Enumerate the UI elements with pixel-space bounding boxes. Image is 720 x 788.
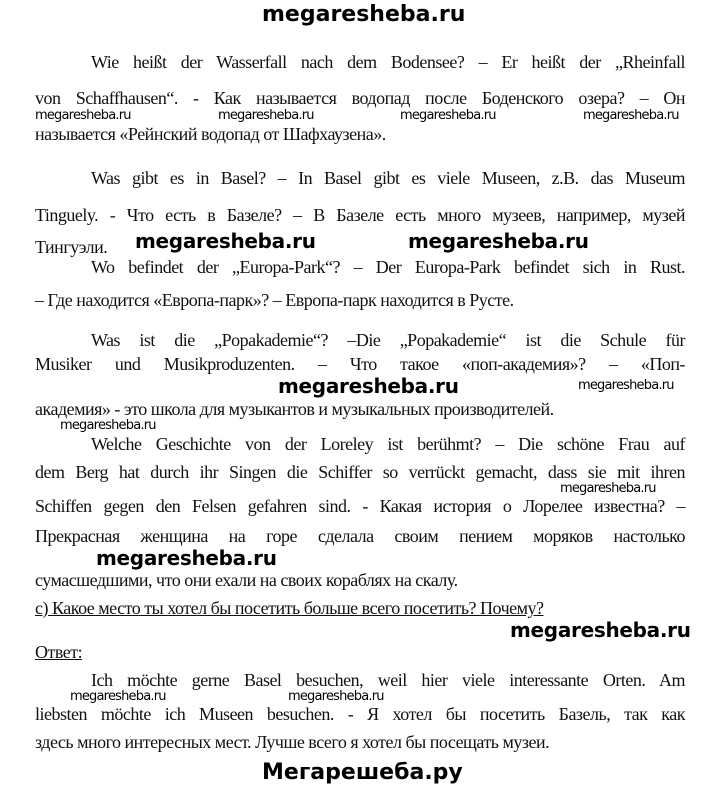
text-line: Прекрасная женщина на горе сделала своим пением моряков настолько: [35, 526, 685, 546]
text-line: von Schaffhausen“. - Как называется водопад после Боденского озера? – Он: [35, 88, 685, 108]
watermark: megaresheba.ru: [583, 108, 679, 123]
text-line: Was ist die „Popakademie“? –Die „Popakademie“ ist die Schule für: [91, 330, 685, 350]
text-line: Wo befindet der „Europa-Park“? – Der Europa-Park befindet sich in Rust.: [91, 257, 685, 277]
watermark: megaresheba.ru: [60, 418, 156, 433]
watermark-header: megaresheba.ru: [262, 2, 466, 27]
text-line: Welche Geschichte von der Loreley ist berühmt? – Die schöne Frau auf: [91, 434, 685, 454]
text-line: Musiker und Musikproduzenten. – Что такое «поп-академия»? – «Поп-: [35, 354, 685, 374]
question-heading: c) Какое место ты хотел бы посетить больше всего посетить? Почему?: [35, 598, 544, 618]
text-line: Wie heißt der Wasserfall nach dem Bodensee? – Er heißt der „Rheinfall: [91, 52, 685, 72]
text-line: называется «Рейнский водопад от Шафхаузена».: [35, 124, 386, 144]
text-line: – Где находится «Европа-парк»? – Европа-парк находится в Русте.: [35, 290, 514, 310]
text-line: Was gibt es in Basel? – In Basel gibt es viele Museen, z.B. das Museum: [91, 168, 685, 188]
text-line: Tinguely. - Что есть в Базеле? – В Базеле есть много музеев, например, музей: [35, 205, 685, 225]
text-line: сумасшедшими, что они ехали на своих кораблях на скалу.: [35, 570, 458, 590]
watermark: megaresheba.ru: [278, 374, 459, 398]
text-line: здесь много интересных мест. Лучше всего я хотел бы посещать музеи.: [35, 732, 550, 752]
watermark: megaresheba.ru: [218, 108, 314, 123]
watermark: megaresheba.ru: [560, 481, 656, 496]
watermark: megaresheba.ru: [288, 689, 384, 704]
text-line: академия» - это школа для музыкантов и музыкальных производителей.: [35, 399, 554, 419]
text-line: liebsten möchte ich Museen besuchen. - Я хотел бы посетить Базель, так как: [35, 704, 685, 724]
watermark: megaresheba.ru: [510, 618, 691, 642]
watermark: megaresheba.ru: [578, 378, 674, 393]
text-line: Тингуэли.: [35, 237, 108, 257]
text-line: dem Berg hat durch ihr Singen die Schiffer so verrückt gemacht, dass sie mit ihren: [35, 462, 685, 482]
watermark: megaresheba.ru: [35, 108, 131, 123]
watermark: megaresheba.ru: [135, 229, 316, 253]
answer-label: Ответ:: [35, 642, 83, 662]
text-line: Schiffen gegen den Felsen gefahren sind. - Какая история о Лорелее известна? –: [35, 496, 685, 516]
watermark-footer: Мегарешеба.ру: [262, 760, 463, 785]
watermark: megaresheba.ru: [96, 546, 277, 570]
watermark: megaresheba.ru: [408, 229, 589, 253]
text-line: Ich möchte gerne Basel besuchen, weil hier viele interessante Orten. Am: [91, 670, 685, 690]
watermark: megaresheba.ru: [70, 689, 166, 704]
watermark: megaresheba.ru: [400, 108, 496, 123]
